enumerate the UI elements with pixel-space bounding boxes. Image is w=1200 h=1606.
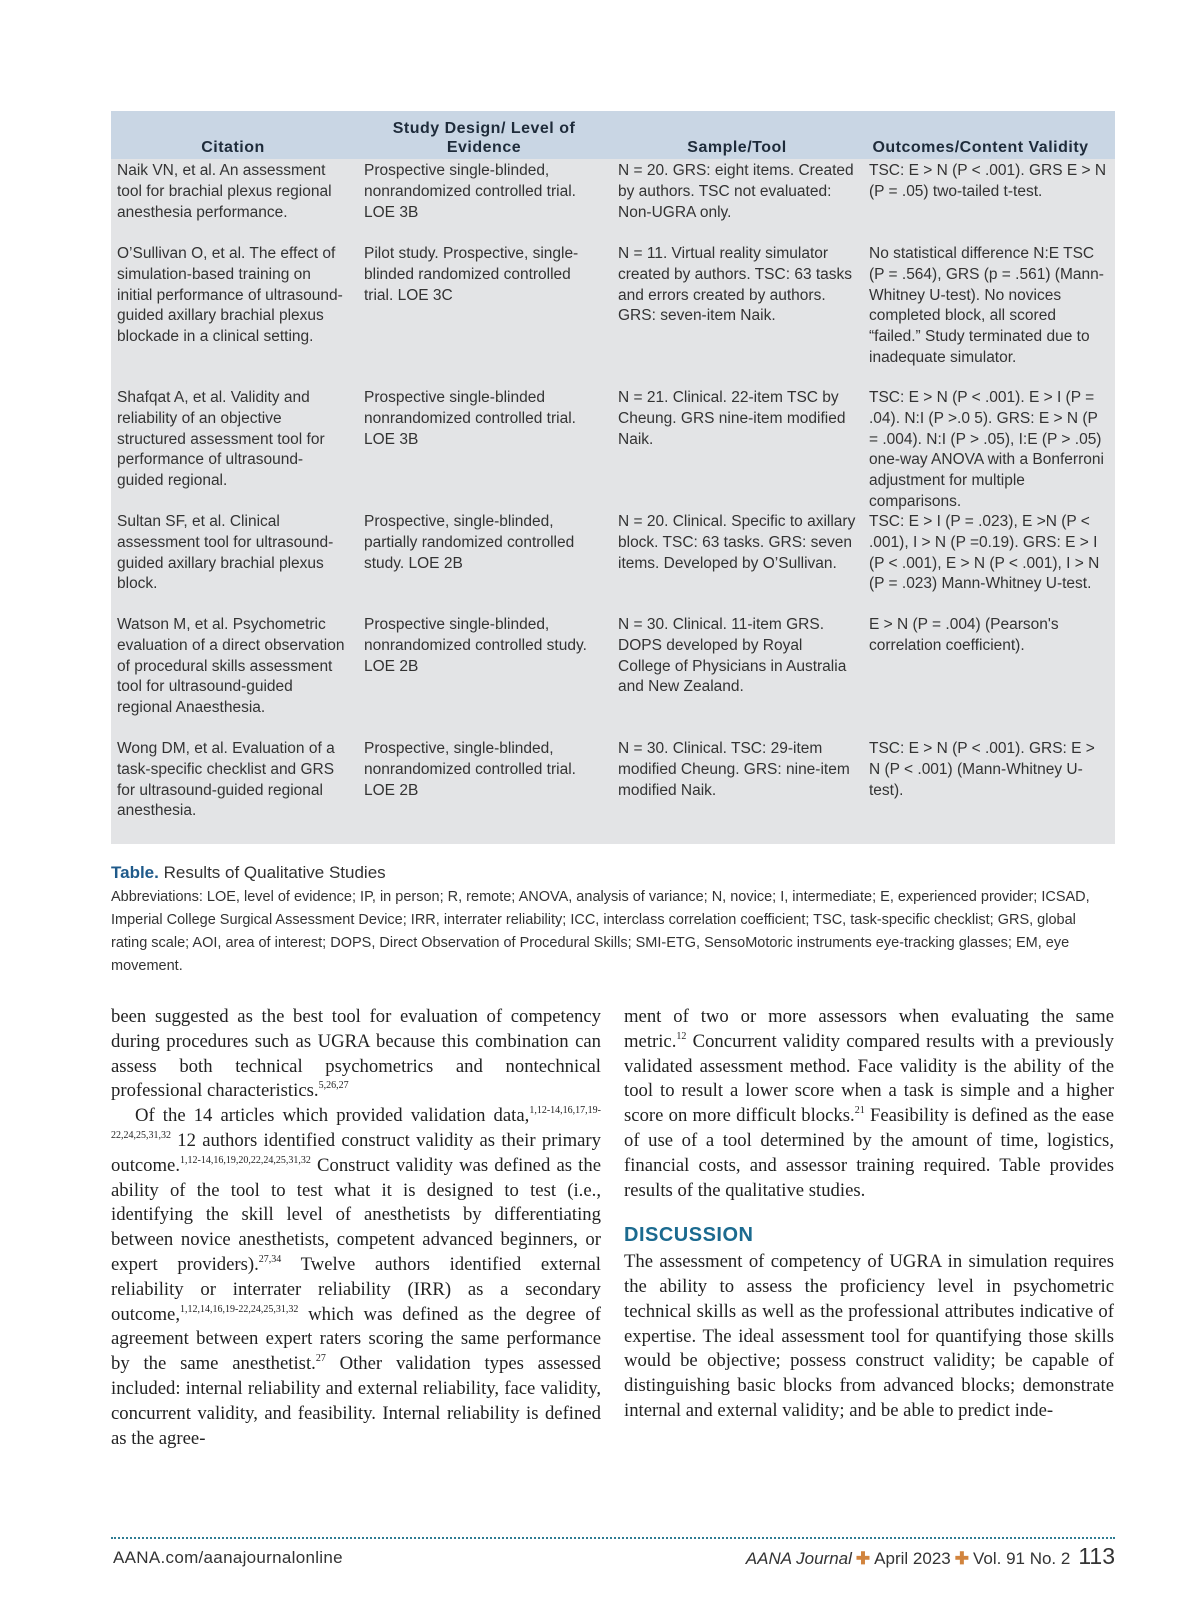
body-paragraph [111, 1005, 601, 1104]
row-design: Pilot study. Prospective, single-blinded randomized controlled trial. LOE 3C [364, 245, 579, 304]
paragraph-text: 12 authors identified construct validity as their primary outcome. [111, 1129, 601, 1176]
results-table [111, 111, 1115, 844]
left-column [111, 1005, 601, 1451]
footer-url[interactable]: AANA.com/aanajournalonline [113, 1548, 343, 1567]
reference-superscript: 21 [854, 1105, 865, 1117]
paragraph-text: which was defined as the degree of agreement between expert raters scoring the same performance by the same anesthetist. [111, 1303, 601, 1375]
table-header-row [111, 111, 1115, 159]
journal-name: AANA Journal [745, 1549, 852, 1568]
reference-superscript: 1,12-14,16,17,19-22,24,25,31,32 [111, 1105, 601, 1141]
paragraph-text: been suggested as the best tool for evaluation of competency during procedures such as UGRA because this combination can assess both technical psychometrics and nontechnical professional characteristics. [111, 1006, 601, 1102]
footer-citation [746, 1543, 1115, 1570]
plus-separator-icon: ✚ [855, 1549, 871, 1568]
paragraph-text: Twelve authors identified external reliability or interrater reliability (IRR) as a secondary outcome, [111, 1253, 601, 1325]
paragraph-text: Of the 14 articles which provided validation data, [135, 1105, 530, 1127]
volume-number: Vol. 91 No. 2 [972, 1549, 1071, 1568]
row-sample: N = 30. Clinical. TSC: 29-item modified Cheung. GRS: nine-item modified Naik. [618, 740, 850, 799]
footer-divider [111, 1537, 1115, 1539]
row-citation: Naik VN, et al. An assessment tool for brachial plexus regional anesthesia performance. [117, 162, 332, 221]
reference-superscript: 12 [676, 1030, 687, 1042]
section-heading: DISCUSSION [624, 1224, 754, 1247]
row-sample: N = 21. Clinical. 22-item TSC by Cheung. GRS nine-item modified Naik. [618, 389, 846, 448]
header-sample-tool: Sample/Tool [687, 139, 787, 156]
row-design: Prospective single-blinded nonrandomized controlled trial. LOE 3B [364, 389, 576, 448]
row-design: Prospective single-blinded, nonrandomized controlled trial. LOE 3B [364, 162, 576, 221]
row-outcome: E > N (P = .004) (Pearson's correlation coefficient). [869, 616, 1059, 654]
row-sample: N = 20. Clinical. Specific to axillary block. TSC: 63 tasks. GRS: seven items. Developed by O’Sullivan. [618, 513, 856, 572]
row-sample: N = 11. Virtual reality simulator created by authors. TSC: 63 tasks and errors created by authors. GRS: seven-item Naik. [618, 245, 853, 325]
header-citation: Citation [201, 139, 265, 156]
row-design: Prospective, single-blinded, nonrandomized controlled trial. LOE 2B [364, 740, 576, 799]
reference-superscript: 1,12-14,16,19,20,22,24,25,31,32 [180, 1154, 311, 1166]
reference-superscript: 5,26,27 [318, 1080, 349, 1092]
paragraph-text: Concurrent validity compared results with a previously validated assessment method. Face validity is the ability of the tool to result a lower score when a task is simple and a higher score on more difficult blocks. [624, 1030, 1114, 1127]
row-outcome: TSC: E > N (P < .001). GRS: E > N (P < .001) (Mann-Whitney U-test). [869, 740, 1095, 799]
reference-superscript: 27,34 [258, 1253, 282, 1265]
row-citation: Wong DM, et al. Evaluation of a task-specific checklist and GRS for ultrasound-guided regional anesthesia. [117, 740, 335, 820]
row-outcome: TSC: E > I (P = .023), E >N (P < .001), I > N (P =0.19). GRS: E > I (P < .001), E > N (P < .001), I > N (P = .023) Mann-Whitney U-test. [869, 513, 1100, 593]
row-sample: N = 30. Clinical. 11-item GRS. DOPS developed by Royal College of Physicians in Australia and New Zealand. [618, 616, 847, 696]
body-paragraph: The assessment of competency of UGRA in simulation requires the ability to assess the proficiency level in psychometric technical skills as well as the professional attributes indicative of expertise. The ideal assessment tool for quantifying those skills would be objective; possess construct validity; be capable of distinguishing basic blocks from advanced blocks; demonstrate internal and external validity; and be able to predict inde- [624, 1251, 1114, 1421]
page-number: 113 [1078, 1543, 1115, 1569]
row-sample: N = 20. GRS: eight items. Created by authors. TSC not evaluated: Non-UGRA only. [618, 162, 854, 221]
right-column [624, 1005, 1114, 1424]
body-paragraph [624, 1005, 1114, 1203]
row-outcome: TSC: E > N (P < .001). E > I (P = .04). N:I (P >.0 5). GRS: E > N (P = .004). N:I (P > .05), I:E (P > .05) one-way ANOVA with a Bonferroni adjustment for multiple comparisons. [869, 389, 1104, 510]
issue-date: April 2023 [874, 1549, 951, 1568]
body-paragraph [111, 1104, 601, 1451]
paragraph-text: Construct validity was defined as the ability of the tool to test what it is designed to test (i.e., identifying the skill level of anesthetists by differentiating between novice anesthetists, competent advanced beginners, or expert providers). [111, 1154, 601, 1275]
caption-label: Table. [111, 863, 159, 882]
caption-title: Results of Qualitative Studies [163, 863, 386, 882]
reference-superscript: 27 [315, 1353, 326, 1365]
row-citation: Shafqat A, et al. Validity and reliability of an objective structured assessment tool for performance of ultrasound-guided regional. [117, 389, 325, 490]
reference-superscript: 1,12,14,16,19-22,24,25,31,32 [180, 1303, 299, 1315]
abbreviations-note: Abbreviations: LOE, level of evidence; IP, in person; R, remote; ANOVA, analysis of variance; N, novice; I, intermediate; E, experienced provider; ICSAD, Imperial College Surgical Assessment Device; IRR, interrater reliability; ICC, interclass correlation coefficient; TSC, task-specific checklist; GRS, global rating scale; AOI, area of interest; DOPS, Direct Observation of Procedural Skills; SMI-ETG, SensoMotoric instruments eye-tracking glasses; EM, eye movement. [111, 889, 1090, 974]
header-outcomes: Outcomes/Content Validity [872, 139, 1089, 156]
paragraph-text: Feasibility is defined as the ease of use of a tool determined by the amount of time, logistics, financial costs, and assessor training required. Table provides results of the qualitative studies. [624, 1105, 1114, 1201]
row-outcome: TSC: E > N (P < .001). GRS E > N (P = .05) two-tailed t-test. [869, 162, 1107, 200]
paragraph-text: ment of two or more assessors when evaluating the same metric. [624, 1006, 1114, 1052]
plus-separator-icon: ✚ [954, 1549, 969, 1568]
row-outcome: No statistical difference N:E TSC (P = .564), GRS (p = .561) (Mann-Whitney U-test). No novices completed block, all scored “failed.” Study terminated due to inadequate simulator. [869, 245, 1104, 366]
row-design: Prospective single-blinded, nonrandomized controlled study. LOE 2B [364, 616, 587, 675]
row-citation: Sultan SF, et al. Clinical assessment tool for ultrasound-guided axillary brachial plexus block. [117, 513, 334, 593]
table-caption [111, 862, 1115, 884]
row-citation: O’Sullivan O, et al. The effect of simulation-based training on initial performance of ultrasound-guided axillary brachial plexus blockade in a clinical setting. [117, 245, 343, 346]
paragraph-text: Other validation types assessed included: internal reliability and external reliability, face validity, concurrent validity, and feasibility. Internal reliability is defined as the agree- [111, 1353, 601, 1449]
header-study-design: Study Design/ Level of Evidence [392, 120, 576, 156]
row-design: Prospective, single-blinded, partially randomized controlled study. LOE 2B [364, 513, 575, 572]
row-citation: Watson M, et al. Psychometric evaluation of a direct observation of procedural skills assessment tool for ultrasound-guided regional Anaesthesia. [117, 616, 345, 717]
